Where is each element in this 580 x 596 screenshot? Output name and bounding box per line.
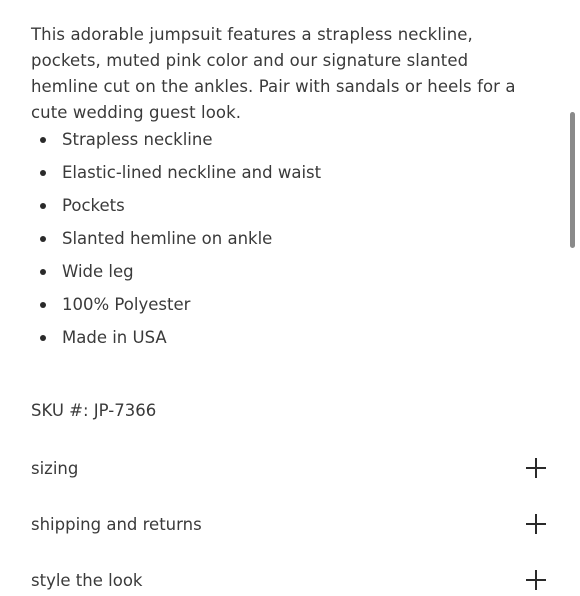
bullet-dot-icon: [40, 170, 46, 176]
accordion-label: shipping and returns: [31, 515, 202, 534]
bullet-dot-icon: [40, 269, 46, 275]
plus-icon[interactable]: [526, 458, 546, 478]
sku-label: SKU #: JP-7366: [31, 401, 157, 420]
feature-text: Wide leg: [62, 262, 134, 281]
bullet-dot-icon: [40, 335, 46, 341]
accordion-style-the-look[interactable]: [31, 566, 548, 596]
feature-text: 100% Polyester: [62, 295, 191, 314]
accordion-shipping-and-returns[interactable]: [31, 510, 548, 540]
bullet-dot-icon: [40, 236, 46, 242]
feature-text: Pockets: [62, 196, 125, 215]
bullet-dot-icon: [40, 203, 46, 209]
feature-text: Made in USA: [62, 328, 167, 347]
feature-text: Slanted hemline on ankle: [62, 229, 273, 248]
product-description: This adorable jumpsuit features a strapless neckline, pockets, muted pink color and our signature slanted hemline cut on the ankles. Pair with sandals or heels for a cute wedding guest look.: [31, 25, 516, 122]
accordion-sizing[interactable]: [31, 454, 548, 484]
bullet-dot-icon: [40, 302, 46, 308]
plus-icon[interactable]: [526, 570, 546, 590]
accordion-label: style the look: [31, 571, 143, 590]
bullet-dot-icon: [40, 137, 46, 143]
accordion-label: sizing: [31, 459, 79, 478]
plus-icon[interactable]: [526, 514, 546, 534]
feature-text: Strapless neckline: [62, 130, 213, 149]
feature-text: Elastic-lined neckline and waist: [62, 163, 322, 182]
scrollbar-thumb[interactable]: [570, 112, 575, 248]
